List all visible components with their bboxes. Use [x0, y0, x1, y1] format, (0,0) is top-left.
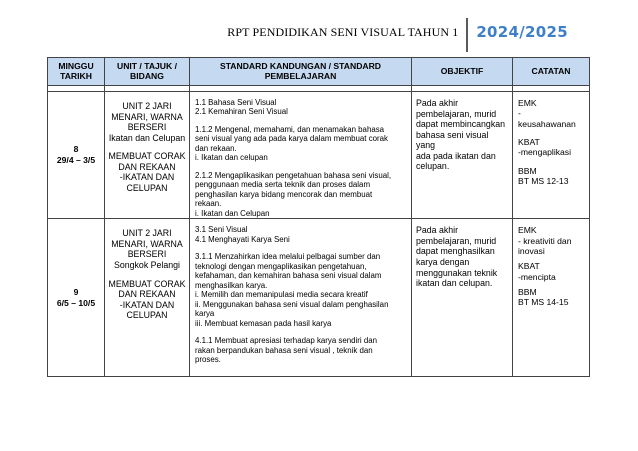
- col-header-objektif: OBJEKTIF: [412, 58, 513, 86]
- week-cell: [48, 219, 105, 377]
- catatan-line: EMK: [518, 225, 537, 236]
- standard-line: 4.1.1 Membuat apresiasi terhadap karya sendiri dan: [195, 336, 378, 346]
- standard-line: dan rekaan.: [195, 143, 237, 153]
- standard-line: seni visual yang ada pada karya dalam membuat corak: [195, 134, 388, 144]
- objektif-line: ikatan dan celupan.: [416, 278, 493, 289]
- catatan-line: keusahawanan: [518, 118, 576, 129]
- table-header-row: [48, 58, 590, 86]
- week-number: 9: [73, 286, 79, 297]
- standard-line: 2.1 Kemahiran Seni Visual: [195, 107, 288, 117]
- standard-line: 3.1.1 Menzahirkan idea melalui pelbagai sumber dan: [195, 252, 381, 262]
- week-cell: [48, 92, 105, 219]
- standard-line: ii. Menggunakan bahasa seni visual dalam penghasilan: [195, 299, 389, 309]
- objektif-line: dapat menghasilkan: [416, 246, 495, 257]
- catatan-line: -: [518, 108, 521, 119]
- unit-line: UNIT 2 JARI: [122, 101, 172, 111]
- objektif-cell: [412, 92, 513, 219]
- standard-line: proses.: [195, 355, 221, 365]
- standard-line: 1.1.2 Mengenal, memahami, dan menamakan bahasa: [195, 124, 385, 134]
- standard-line: i. Memilih dan memanipulasi media secara kreatif: [195, 290, 368, 300]
- catatan-line: BT MS 12-13: [518, 175, 569, 186]
- unit-line: Songkok Pelangi: [113, 259, 181, 270]
- standard-line: 2.1.2 Mengaplikasikan pengetahuan bahasa seni visual,: [195, 170, 392, 180]
- col-header-unit: [105, 58, 190, 86]
- unit-line: MENARI, WARNA: [111, 238, 183, 249]
- unit-line: Ikatan dan Celupan: [108, 132, 186, 143]
- standard-line: karya: [195, 309, 215, 319]
- objektif-line: pembelajaran, murid: [416, 235, 497, 246]
- table-row: [48, 92, 590, 219]
- objektif-line: celupan.: [416, 161, 450, 172]
- week-date: 29/4 – 3/5: [56, 155, 96, 166]
- bidang-line: MEMBUAT CORAK: [108, 278, 186, 289]
- col-header-text: MINGGU: [58, 60, 94, 71]
- objektif-line: ada pada ikatan dan: [416, 150, 496, 161]
- unit-line: BERSERI: [127, 249, 167, 260]
- catatan-line: inovasi: [518, 245, 545, 256]
- standard-line: kefahaman, dan kemahiran bahasa seni visual dalam: [195, 271, 382, 281]
- standard-cell: [190, 92, 412, 219]
- catatan-line: -mencipta: [518, 271, 556, 282]
- standard-line: 1.1 Bahasa Seni Visual: [195, 98, 277, 107]
- col-header-standard: [190, 58, 412, 86]
- week-number: 8: [73, 143, 79, 154]
- unit-line: BERSERI: [127, 122, 167, 133]
- bidang-line: -IKATAN DAN: [119, 172, 175, 183]
- catatan-line: -mengaplikasi: [518, 147, 572, 158]
- objektif-line: Pada akhir: [416, 225, 459, 236]
- catatan-line: BBM: [518, 286, 537, 297]
- objektif-line: pembelajaran, murid: [416, 108, 497, 119]
- standard-cell: [190, 219, 412, 377]
- unit-cell: [105, 92, 190, 219]
- objektif-line: karya dengan: [416, 256, 470, 267]
- unit-line: MENARI, WARNA: [111, 111, 183, 122]
- document-year: 2024/2025: [476, 23, 568, 41]
- col-header-catatan: CATATAN: [513, 58, 590, 86]
- objektif-line: Pada akhir: [416, 98, 459, 108]
- unit-cell: [105, 219, 190, 377]
- objektif-line: menggunakan teknik: [416, 267, 498, 278]
- col-header-text: BIDANG: [130, 70, 164, 81]
- rpt-table: [47, 57, 590, 377]
- page-header: [227, 18, 568, 52]
- col-header-text: TARIKH: [60, 70, 92, 81]
- unit-line: UNIT 2 JARI: [122, 228, 172, 239]
- catatan-line: EMK: [518, 98, 537, 108]
- bidang-line: CELUPAN: [126, 182, 168, 193]
- catatan-cell: [513, 92, 590, 219]
- objektif-cell: [412, 219, 513, 377]
- catatan-line: KBAT: [518, 136, 540, 147]
- bidang-line: DAN REKAAN: [118, 161, 176, 172]
- bidang-line: CELUPAN: [126, 310, 168, 321]
- standard-line: i. Ikatan dan celupan: [195, 153, 268, 163]
- standard-line: rekaan.: [195, 199, 222, 209]
- standard-line: penggunaan media serta teknik dan proses dalam: [195, 180, 371, 190]
- col-header-text: STANDARD KANDUNGAN / STANDARD: [219, 60, 382, 71]
- catatan-line: - kreativiti dan: [518, 235, 572, 246]
- standard-line: teknologi dengan mengaplikasikan pengetahuan,: [195, 261, 367, 271]
- col-header-minggu: [48, 58, 105, 86]
- standard-line: 3.1 Seni Visual: [195, 225, 248, 235]
- bidang-line: DAN REKAAN: [118, 289, 176, 300]
- catatan-line: KBAT: [518, 261, 540, 272]
- bidang-line: -IKATAN DAN: [119, 299, 175, 310]
- standard-line: menghasilkan karya.: [195, 280, 268, 290]
- standard-line: penghasilan karya bidang mencorak dan membuat: [195, 189, 373, 199]
- standard-line: i. Ikatan dan Celupan: [195, 208, 270, 218]
- catatan-line: BBM: [518, 165, 537, 176]
- bidang-line: MEMBUAT CORAK: [108, 151, 186, 162]
- standard-line: 4.1 Menghayati Karya Seni: [195, 234, 290, 244]
- catatan-cell: [513, 219, 590, 377]
- objektif-line: bahasa seni visual yang: [416, 129, 489, 151]
- standard-line: rakan berpandukan bahasa seni visual , teknik dan: [195, 345, 373, 355]
- catatan-line: BT MS 14-15: [518, 297, 569, 308]
- document-title: RPT PENDIDIKAN SENI VISUAL TAHUN 1: [227, 25, 459, 39]
- table-row: [48, 219, 590, 377]
- col-header-text: PEMBELAJARAN: [264, 70, 337, 81]
- standard-line: iii. Membuat kemasan pada hasil karya: [195, 318, 332, 328]
- objektif-line: dapat membincangkan: [416, 119, 506, 130]
- col-header-text: UNIT / TAJUK /: [117, 60, 177, 71]
- week-date: 6/5 – 10/5: [56, 297, 96, 308]
